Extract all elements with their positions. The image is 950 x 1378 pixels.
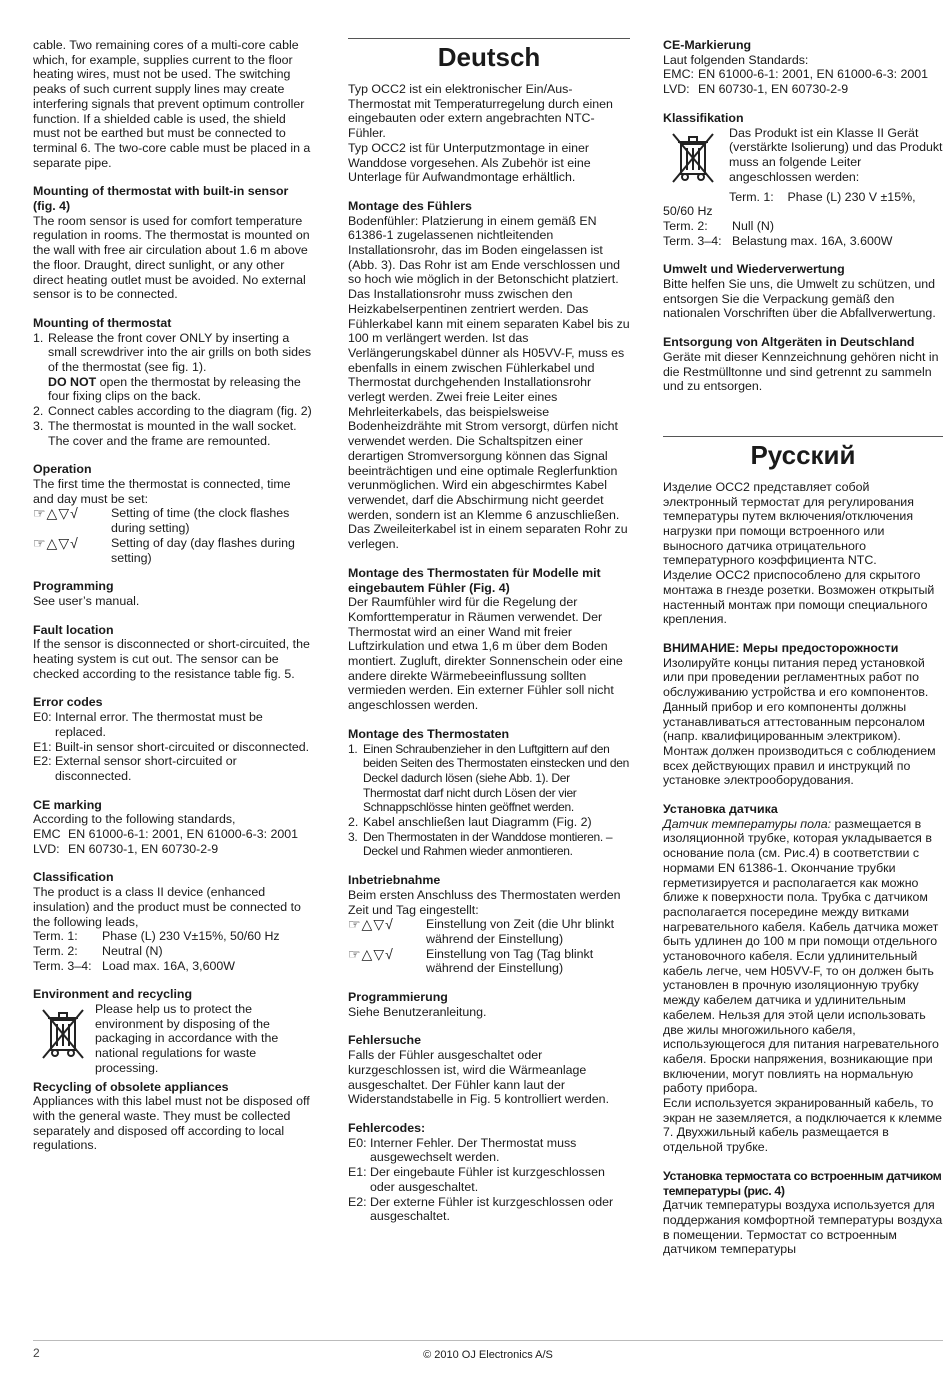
- deutsch-recycle-heading: Entsorgung von Altgeräten in Deutschland: [663, 335, 915, 350]
- deutsch-mount-heading: Montage des Thermostaten: [348, 726, 510, 741]
- english-fault-heading: Fault location: [33, 622, 114, 637]
- english-env-heading: Environment and recycling: [33, 987, 193, 1002]
- deutsch-ce-std-emc: EMC: EN 61000-6-1: 2001, EN 61000-6-3: 2001: [663, 67, 929, 82]
- deutsch-intro-1: Typ OCC2 ist ein elektronischer Ein/Aus-Thermostat mit Temperaturregelung durch einen eingebauten oder extern angebrachten NTC-Fühler.: [348, 82, 613, 141]
- english-term-1: Term. 1: Phase (L) 230 V±15%, 50/60 Hz: [33, 929, 280, 944]
- keypad-symbols-icon: ☞△▽√: [33, 505, 79, 522]
- deutsch-error-heading: Fehlercodes:: [348, 1121, 426, 1135]
- page-footer: [33, 1340, 943, 1361]
- deutsch-sensor-text: Bodenfühler: Platzierung in einem gemäß EN 61386-1 zugelassenen nichtleitenden Installationsrohr, das im Boden eingelassen ist (Abb. 3). Das Rohr ist am Ende verschlossen und so hoch wie möglich in der Betonschicht platziert. Das Installationsrohr muss zwischen den Heizkabelserpentinen zentriert werden. Das Fühlerkabel kann mit einem separaten Kabel bis zu 100 m verlängert werden. Ist das Verlängerungskabel dünner als H05VV-F, muss es ebenfalls in einem zwischen Fühlerkabel und Thermostat durchgehenden Installationsrohr verlegt werden. Zwei freie Leiter eines Mehrleiterkabels, das beispielsweise Bodenheizdrähte mit Strom versorgt, dürfen nicht verwendet werden. Die Schaltspitzen einer derartigen Stromversorgung können das Signal beeinträchtigen und eine optimale Reglerfunktion verunmöglichen. Wird ein abgeschirmtes Kabel verwendet, darf die Abschirmung nicht geerdet werden, sondern ist an Klemme 6 anzuschließen. Das Zweileiterkabel ist in einem separaten Rohr zu verlegen.: [348, 213, 630, 552]
- deutsch-builtin-heading: Montage des Thermostaten für Modelle mit eingebautem Fühler (Fig. 4): [348, 565, 601, 595]
- english-recycle-text: Appliances with this label must not be disposed off with the general waste. They must be collected separately and disposed off according to local regulations.: [33, 1094, 310, 1153]
- english-op-day-text: Setting of day (day flashes during setting): [111, 535, 295, 565]
- deutsch-programming-text: Siehe Benutzeranleitung.: [348, 1004, 487, 1019]
- deutsch-operation-heading: Inbetriebnahme: [348, 873, 441, 888]
- deutsch-russian-column: [663, 38, 943, 1257]
- keypad-symbols-icon: ☞△▽√: [348, 945, 394, 962]
- russian-warning-text-2: Данный прибор и его компоненты должны устанавливаться аттестованным персоналом (напр. квалифицированным электриком). Монтаж должен производиться с соблюдением всех действующих правил и инструкций по установке электрооборудования.: [663, 699, 936, 788]
- english-ce-std-emc: EMC EN 61000-6-1: 2001, EN 61000-6-3: 2001: [33, 827, 299, 842]
- crossed-out-wheelie-bin-icon: [33, 1002, 95, 1066]
- russian-warning-text-1: Изолируйте концы питания перед установкой или при проведении регламентных работ по обслуживанию устройства и его компонентов.: [663, 655, 929, 700]
- deutsch-class-block: [663, 126, 943, 190]
- list-item: E2: Der externe Fühler ist kurzgeschlossen oder ausgeschaltet.: [348, 1194, 614, 1224]
- list-item: 1. Release the front cover ONLY by inserting a small screwdriver into the air grills on both sides of the thermostat (see fig. 1). DO NOT open the thermostat by releasing the four fixing clips on the back.: [33, 330, 312, 404]
- deutsch-recycle-text: Geräte mit dieser Kennzeichnung gehören nicht in die Restmülltonne und sind getrennt zu sammeln und zu entsorgen.: [663, 349, 939, 394]
- deutsch-op-time-text: Einstellung von Zeit (die Uhr blinkt während der Einstellung): [426, 917, 615, 946]
- english-mount-builtin-text: The room sensor is used for comfort temperature regulation in rooms. The thermostat is mounted on the wall with free air circulation about 1.6 m above the floor. Draught, direct sunlight, or any other direct heating outlet must be avoided. No external sensor is to be connected.: [33, 213, 310, 302]
- deutsch-programming-heading: Programmierung: [348, 990, 448, 1005]
- english-fault-text: If the sensor is disconnected or short-circuited, the heating system is cut out. The sensor can be checked according to the resistance table fig. 5.: [33, 637, 310, 681]
- english-term-2: Term. 2: Neutral (N): [33, 943, 163, 958]
- russian-sensor-text: Датчик температуры пола: размещается в изоляционной трубке, которая укладывается в основание пола (см. Рис.4) в соответствии с нормами EN 61386-1. Окончание трубки герметизируется и располагается как можно ближе к поверхности пола. Трубка с датчиком располагается посередине между витками нагревательного кабеля. Кабель датчика может быть удлинен до 100 м при помощи отдельного установочного кабеля. Если удлинительный кабель легче, чем H05VV-F, то он должен быть установлен в прочную изоляционную трубку между кабелем датчика и удлинительным кабелем. Нельзя для этой цели использовать две жилы многожильного кабеля, использующегося для питания нагревательного кабеля. Броски напряжения, возникающие при включении, могут повлиять на нормальную работу прибора.: [663, 816, 939, 1096]
- deutsch-ce-std-lvd: LVD: EN 60730-1, EN 60730-2-9: [663, 82, 849, 97]
- russian-warning-heading: ВНИМАНИЕ: Меры предосторожности: [663, 640, 899, 655]
- english-class-text: The product is a class II device (enhanced insulation) and the product must be connected to the following leads,: [33, 885, 301, 929]
- english-op-time-text: Setting of time (the clock flashes during setting): [111, 506, 290, 536]
- deutsch-env-text: Bitte helfen Sie uns, die Umwelt zu schützen, und entsorgen Sie die Verpackung gemäß den nationalen Vorschriften über die Abfallverwertung.: [663, 277, 936, 321]
- english-ce-std-lvd: LVD: EN 60730-1, EN 60730-2-9: [33, 841, 219, 856]
- russian-intro-1: Изделие OCC2 представляет собой электронный термостат для регулирования температуры путем включения/отключения нагрузки при помощи встроенного или выносного датчика отрицательного температурного коэффициента NTC.: [663, 479, 914, 568]
- deutsch-op-day-row: [348, 947, 630, 976]
- english-env-text: Please help us to protect the environment by disposing of the packaging in accordance with the national regulations for waste processing.: [95, 1002, 279, 1075]
- english-programming-text: See user’s manual.: [33, 593, 140, 608]
- deutsch-heading: Deutsch: [348, 38, 630, 72]
- deutsch-builtin-text: Der Raumfühler wird für die Regelung der Komforttemperatur in Räumen verwendet. Der Thermostat wird an einer Wand mit freier Luftzirkulation und etwa 1,6 m über dem Boden montiert. Zugluft, direkter Sonnenschein oder eine andere direkte Wärmebeeinflussung sollten vermieden werden. Ein externer Fühler soll nicht angeschlossen werden.: [348, 595, 623, 713]
- list-item: 2. Kabel anschließen laut Diagramm (Fig. 2): [348, 815, 592, 830]
- deutsch-term-1: Term. 1: Phase (L) 230 V ±15%, 50/60 Hz: [663, 189, 920, 219]
- english-intro-continued: cable. Two remaining cores of a multi-core cable which, for example, supplies current to the floor heating wires, must not be used. The switching peaks of such current supply lines may create interfering signals that prevent optimum controller function. If a shielded cable is used, the shield must not be earthed but must be connected to terminal 6. The two-core cable must be placed in a separate pipe.: [33, 38, 311, 170]
- english-column: [33, 38, 313, 1153]
- deutsch-op-day-text: Einstellung von Tag (Tag blinkt während der Einstellung): [426, 946, 594, 976]
- english-mount-builtin-heading: Mounting of thermostat with built-in sensor (fig. 4): [33, 184, 289, 214]
- english-class-heading: Classification: [33, 870, 114, 885]
- english-env-block: [33, 1002, 313, 1076]
- deutsch-class-text: Das Produkt ist ein Klasse II Gerät (verstärkte Isolierung) und das Produkt muss an folgende Leiter angeschlossen werden:: [729, 125, 943, 184]
- deutsch-fault-text: Falls der Fühler ausgeschaltet oder kurzgeschlossen ist, wird die Wärmeanlage ausgeschaltet. Der Fühler kann laut der Widerstandstabelle in Fig. 5 kontrolliert werden.: [348, 1048, 610, 1107]
- english-term-3-4: Term. 3–4: Load max. 16A, 3,600W: [33, 958, 235, 973]
- english-operation-text: The first time the thermostat is connected, time and day must be set:: [33, 476, 291, 506]
- russian-sensor-heading: Установка датчика: [663, 802, 778, 817]
- keypad-symbols-icon: ☞△▽√: [348, 916, 394, 933]
- deutsch-class-heading: Klassifikation: [663, 110, 744, 125]
- list-item: E1: Der eingebaute Fühler ist kurzgeschlossen oder ausgeschaltet.: [348, 1165, 605, 1194]
- english-ce-text: According to the following standards,: [33, 812, 236, 827]
- deutsch-fault-heading: Fehlersuche: [348, 1033, 421, 1048]
- english-recycle-heading: Recycling of obsolete appliances: [33, 1079, 229, 1094]
- english-programming-heading: Programming: [33, 579, 114, 594]
- deutsch-ce-text: Laut folgenden Standards:: [663, 52, 809, 67]
- deutsch-intro-2: Typ OCC2 ist für Unterputzmontage in einer Wanddose vorgesehen. Als Zubehör ist eine Unterlage für Aufwandmontage erhältlich.: [348, 140, 591, 185]
- english-mount-steps: [33, 331, 313, 449]
- list-item: E0: Internal error. The thermostat must be replaced.: [33, 710, 263, 739]
- list-item: 2. Connect cables according to the diagram (fig. 2): [33, 404, 312, 419]
- page-number: 2: [33, 1346, 40, 1360]
- deutsch-error-list: [348, 1136, 630, 1224]
- english-error-list: [33, 710, 313, 784]
- english-error-heading: Error codes: [33, 695, 103, 710]
- list-item: 3. Den Thermostaten in der Wanddose montieren. – Deckel und Rahmen wieder anmontieren.: [348, 829, 613, 859]
- russian-intro-2: Изделие OCC2 приспособлено для скрытого монтажа в гнезде розетки. Возможен открытый настенный монтаж при помощи специального крепления.: [663, 568, 935, 627]
- copyright: © 2010 OJ Electronics A/S: [423, 1349, 553, 1361]
- list-item: E2: External sensor short-circuited or disconnected.: [33, 754, 237, 783]
- english-operation-heading: Operation: [33, 462, 92, 477]
- russian-builtin-text: Датчик температуры воздуха используется для поддержания комфортной температуры воздуха в помещении. Термостат со встроенным датчиком температуры: [663, 1198, 943, 1257]
- russian-heading: Русский: [663, 436, 943, 470]
- crossed-out-wheelie-bin-icon: [663, 126, 729, 190]
- english-ce-heading: CE marking: [33, 797, 102, 812]
- list-item: E1: Built-in sensor short-circuited or disconnected.: [33, 739, 310, 754]
- english-op-time-row: [33, 506, 313, 535]
- list-item: 3. The thermostat is mounted in the wall socket. The cover and the frame are remounted.: [33, 418, 297, 448]
- deutsch-column: [348, 38, 630, 1224]
- deutsch-term-3-4: Term. 3–4: Belastung max. 16A, 3.600W: [663, 233, 893, 248]
- deutsch-term-2: Term. 2: Null (N): [663, 218, 774, 233]
- deutsch-mount-steps: [348, 742, 630, 860]
- keypad-symbols-icon: ☞△▽√: [33, 534, 79, 551]
- list-item: 1. Einen Schraubenzieher in den Luftgittern auf den beiden Seiten des Thermostaten einstecken und den Deckel dadurch lösen (siehe Abb. 1). Der Thermostat darf nicht durch Lösen der vier Schnappschlösse hinten geöffnet werden.: [348, 741, 629, 815]
- russian-builtin-heading: Установка термостата со встроенным датчиком температуры (рис. 4): [663, 1168, 942, 1198]
- deutsch-op-time-row: [348, 917, 630, 946]
- deutsch-env-heading: Umwelt und Wiederverwertung: [663, 262, 845, 277]
- deutsch-sensor-heading: Montage des Fühlers: [348, 198, 472, 213]
- russian-sensor-text-2: Если используется экранированный кабель, то экран не заземляется, а подключается к клемме 7. Двухжильный кабель размещается в отдельной трубке.: [663, 1096, 942, 1155]
- english-op-day-row: [33, 536, 313, 565]
- list-item: E0: Interner Fehler. Der Thermostat muss ausgewechselt werden.: [348, 1135, 577, 1165]
- english-mount-heading: Mounting of thermostat: [33, 315, 172, 330]
- deutsch-operation-text: Beim ersten Anschluss des Thermostaten werden Zeit und Tag eingestellt:: [348, 887, 621, 917]
- deutsch-ce-heading: CE-Markierung: [663, 38, 752, 52]
